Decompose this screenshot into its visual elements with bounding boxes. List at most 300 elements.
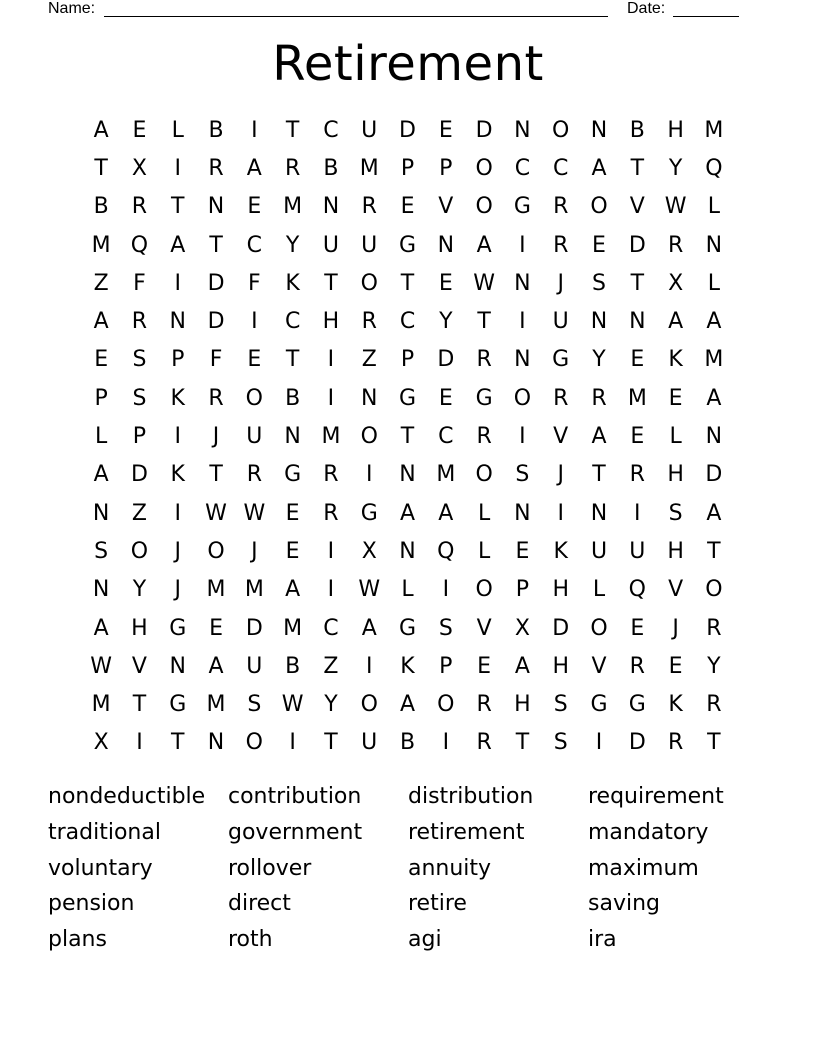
grid-letter: J (672, 615, 679, 641)
grid-letter: N (360, 385, 378, 411)
grid-letter: E (132, 117, 147, 143)
grid-letter: K (170, 462, 185, 488)
grid-letter: P (439, 653, 453, 679)
grid-letter: B (208, 117, 224, 143)
grid-letter: N (399, 462, 416, 488)
grid-letter: K (285, 270, 300, 296)
grid-letter: W (243, 500, 266, 526)
grid-letter: V (591, 653, 607, 679)
grid-letter: G (284, 462, 302, 488)
grid-letter: U (361, 232, 378, 258)
grid-letter: T (630, 155, 645, 181)
grid-letter: W (281, 692, 304, 718)
grid-letter: T (285, 117, 300, 143)
grid-letter: P (400, 155, 415, 181)
letter-grid (82, 111, 732, 766)
grid-letter: P (94, 385, 108, 411)
grid-letter: L (401, 577, 414, 603)
grid-letter: E (438, 270, 453, 296)
word-list-item: agi (408, 927, 442, 953)
grid-letter: K (170, 385, 185, 411)
grid-letter: D (552, 615, 570, 641)
grid-letter: N (207, 730, 225, 756)
grid-letter: M (627, 385, 647, 411)
grid-letter: E (247, 194, 262, 220)
name-label: Name: (48, 0, 96, 17)
grid-letter: U (361, 730, 378, 756)
grid-letter: E (438, 385, 453, 411)
grid-letter: O (475, 577, 493, 603)
grid-letter: V (131, 653, 147, 679)
grid-letter: I (634, 500, 641, 526)
grid-letter: U (590, 538, 608, 564)
grid-letter: B (285, 385, 301, 411)
grid-letter: M (321, 424, 341, 450)
grid-letter: E (668, 653, 683, 679)
grid-letter: K (553, 538, 568, 564)
grid-letter: S (515, 462, 530, 488)
grid-letter: R (476, 730, 492, 756)
grid-letter: O (360, 424, 378, 450)
grid-letter: R (706, 615, 722, 641)
grid-letter: T (400, 270, 415, 296)
grid-letter: U (552, 309, 569, 335)
grid-letter: R (246, 462, 262, 488)
grid-letter: L (95, 424, 108, 450)
grid-letter: M (244, 577, 264, 603)
grid-letter: N (207, 194, 225, 220)
grid-letter: M (206, 577, 226, 603)
grid-letter: A (399, 692, 416, 718)
grid-letter: O (360, 270, 378, 296)
word-list-item: traditional (48, 820, 161, 846)
grid-letter: H (131, 615, 148, 641)
grid-letter: A (438, 500, 454, 526)
grid-letter: R (476, 692, 492, 718)
grid-letter: E (668, 385, 683, 411)
grid-letter: P (132, 424, 147, 450)
grid-letter: W (90, 653, 113, 679)
grid-letter: V (629, 194, 645, 220)
grid-letter: D (399, 117, 416, 143)
grid-letter: D (207, 270, 225, 296)
grid-letter: P (439, 155, 453, 181)
grid-letter: A (93, 309, 109, 335)
grid-letter: R (476, 347, 492, 373)
grid-letter: U (629, 538, 646, 564)
grid-letter: N (590, 500, 608, 526)
grid-letter: I (327, 577, 335, 603)
grid-letter: D (628, 232, 646, 258)
grid-letter: I (442, 730, 450, 756)
grid-letter: Z (361, 347, 377, 373)
grid-letter: A (208, 653, 224, 679)
grid-letter: L (707, 194, 721, 220)
grid-letter: F (209, 347, 223, 373)
grid-letter: N (590, 117, 608, 143)
grid-letter: C (399, 309, 416, 335)
grid-letter: H (667, 462, 684, 488)
grid-letter: B (285, 653, 301, 679)
date-label: Date: (627, 0, 666, 17)
grid-letter: M (359, 155, 379, 181)
grid-letter: R (323, 500, 339, 526)
grid-letter: H (514, 692, 531, 718)
grid-letter: U (246, 424, 263, 450)
grid-letter: Y (592, 347, 606, 373)
grid-letter: M (283, 615, 303, 641)
grid-letter: I (365, 462, 373, 488)
name-blank-line (104, 16, 608, 17)
grid-letter: I (136, 730, 143, 756)
grid-letter: R (361, 309, 377, 335)
grid-letter: H (667, 538, 684, 564)
grid-letter: I (519, 424, 526, 450)
grid-letter: M (283, 194, 303, 220)
grid-letter: R (629, 462, 645, 488)
grid-letter: S (553, 730, 568, 756)
grid-letter: T (209, 232, 223, 258)
grid-letter: A (706, 385, 722, 411)
grid-letter: I (289, 730, 296, 756)
grid-letter: A (93, 462, 109, 488)
grid-letter: Z (323, 653, 339, 679)
grid-letter: I (174, 500, 181, 526)
grid-letter: R (208, 155, 224, 181)
grid-letter: S (94, 538, 109, 564)
grid-letter: O (552, 117, 570, 143)
grid-letter: G (360, 500, 378, 526)
grid-letter: B (323, 155, 339, 181)
grid-letter: M (91, 232, 111, 258)
grid-letter: O (705, 577, 723, 603)
grid-letter: E (209, 615, 223, 641)
grid-letter: I (327, 385, 335, 411)
grid-letter: G (169, 692, 187, 718)
grid-letter: U (322, 232, 339, 258)
grid-letter: T (324, 270, 338, 296)
grid-letter: N (514, 270, 531, 296)
grid-letter: X (93, 730, 109, 756)
grid-letter: N (514, 117, 531, 143)
grid-letter: D (628, 730, 646, 756)
grid-letter: C (323, 117, 339, 143)
grid-letter: C (438, 424, 454, 450)
grid-letter: S (247, 692, 262, 718)
grid-letter: J (174, 538, 181, 564)
grid-letter: W (205, 500, 227, 526)
grid-letter: I (327, 538, 335, 564)
grid-letter: D (437, 347, 455, 373)
grid-letter: O (130, 538, 149, 564)
grid-letter: N (284, 424, 301, 450)
grid-letter: O (475, 462, 493, 488)
grid-letter: S (668, 500, 683, 526)
word-list-item: contribution (228, 784, 362, 810)
grid-letter: J (212, 424, 220, 450)
grid-letter: Y (439, 309, 453, 335)
grid-letter: E (285, 538, 300, 564)
grid-letter: R (667, 232, 684, 258)
grid-letter: T (324, 730, 338, 756)
grid-letter: A (706, 500, 722, 526)
grid-letter: R (361, 194, 377, 220)
grid-letter: R (208, 385, 224, 411)
grid-letter: X (361, 538, 377, 564)
grid-letter: B (399, 730, 416, 756)
grid-letter: N (514, 347, 531, 373)
grid-letter: E (438, 117, 453, 143)
grid-letter: Q (437, 538, 455, 564)
grid-letter: I (174, 424, 181, 450)
grid-letter: D (705, 462, 723, 488)
grid-letter: J (557, 270, 564, 296)
grid-letter: L (171, 117, 184, 143)
grid-letter: A (668, 309, 684, 335)
word-list-item: nondeductible (48, 784, 206, 810)
grid-letter: N (629, 309, 646, 335)
grid-letter: R (476, 424, 492, 450)
grid-letter: K (668, 347, 683, 373)
grid-letter: A (93, 615, 109, 641)
grid-letter: R (553, 194, 569, 220)
grid-letter: E (630, 424, 645, 450)
grid-letter: L (669, 424, 682, 450)
grid-letter: R (667, 730, 684, 756)
grid-letter: O (360, 692, 378, 718)
grid-letter: M (91, 692, 111, 718)
grid-letter: D (245, 615, 263, 641)
grid-letter: V (476, 615, 492, 641)
grid-letter: R (706, 692, 722, 718)
word-list-item: voluntary (48, 855, 153, 881)
grid-letter: N (169, 309, 186, 335)
grid-letter: Q (628, 577, 646, 603)
grid-letter: A (706, 309, 722, 335)
grid-letter: X (514, 615, 530, 641)
grid-letter: S (553, 692, 568, 718)
grid-letter: H (552, 653, 569, 679)
grid-letter: O (207, 538, 225, 564)
grid-letter: H (322, 309, 340, 335)
grid-letter: N (705, 424, 723, 450)
grid-letter: T (477, 309, 491, 335)
grid-letter: Y (132, 577, 147, 603)
grid-letter: J (557, 462, 564, 488)
date-blank-line (673, 16, 739, 17)
word-list-item: plans (48, 927, 107, 953)
grid-letter: D (475, 117, 493, 143)
grid-letter: K (668, 692, 683, 718)
grid-letter: G (475, 385, 493, 411)
grid-letter: T (630, 270, 645, 296)
grid-letter: H (552, 577, 569, 603)
grid-letter: N (705, 232, 723, 258)
grid-letter: C (553, 155, 569, 181)
grid-letter: O (590, 615, 608, 641)
grid-letter: P (171, 347, 185, 373)
grid-letter: E (477, 653, 492, 679)
word-list-item: retirement (408, 820, 525, 846)
grid-letter: K (400, 653, 415, 679)
word-list-item: ira (588, 927, 617, 953)
grid-letter: T (285, 347, 300, 373)
word-list-item: maximum (588, 855, 699, 881)
word-list-item: rollover (228, 855, 312, 881)
grid-letter: G (169, 615, 187, 641)
grid-letter: G (398, 232, 417, 258)
grid-letter: O (437, 692, 455, 718)
grid-letter: E (515, 538, 530, 564)
grid-letter: S (132, 347, 147, 373)
grid-letter: V (438, 194, 454, 220)
grid-letter: E (630, 615, 645, 641)
grid-letter: X (668, 270, 684, 296)
grid-letter: T (94, 155, 108, 181)
word-list-item: roth (228, 927, 273, 953)
grid-letter: V (553, 424, 569, 450)
grid-letter: A (591, 424, 607, 450)
grid-letter: T (515, 730, 530, 756)
grid-letter: F (248, 270, 261, 296)
grid-letter: V (668, 577, 684, 603)
word-list-item: requirement (588, 784, 724, 810)
grid-letter: M (704, 117, 724, 143)
grid-letter: I (519, 232, 526, 258)
grid-letter: Z (131, 500, 147, 526)
grid-letter: R (591, 385, 607, 411)
grid-letter: C (323, 615, 339, 641)
grid-letter: W (664, 194, 687, 220)
grid-letter: L (707, 270, 721, 296)
grid-letter: N (322, 194, 340, 220)
grid-letter: T (707, 730, 721, 756)
word-list-item: pension (48, 891, 135, 917)
grid-letter: U (361, 117, 378, 143)
grid-letter: T (171, 730, 185, 756)
grid-letter: N (169, 653, 186, 679)
grid-letter: T (209, 462, 223, 488)
grid-letter: M (436, 462, 456, 488)
grid-letter: N (590, 309, 608, 335)
grid-letter: O (475, 155, 493, 181)
grid-letter: Q (130, 232, 149, 258)
grid-letter: H (667, 117, 684, 143)
grid-letter: N (514, 500, 531, 526)
grid-letter: G (398, 615, 417, 641)
grid-letter: I (595, 730, 603, 756)
grid-letter: I (557, 500, 564, 526)
grid-letter: O (475, 194, 493, 220)
grid-letter: L (592, 577, 606, 603)
word-list (48, 779, 768, 957)
grid-letter: G (513, 194, 531, 220)
page-title: Retirement (272, 36, 544, 92)
grid-letter: A (170, 232, 186, 258)
grid-letter: R (553, 385, 569, 411)
word-list-item: direct (228, 891, 291, 917)
grid-letter: A (591, 155, 607, 181)
grid-letter: I (174, 155, 181, 181)
grid-letter: E (400, 194, 415, 220)
grid-letter: I (442, 577, 450, 603)
grid-letter: Y (324, 692, 338, 718)
header (48, 0, 748, 20)
grid-letter: N (399, 538, 416, 564)
grid-letter: O (590, 194, 608, 220)
grid-letter: L (477, 500, 491, 526)
grid-letter: B (629, 117, 645, 143)
grid-letter: M (704, 347, 724, 373)
grid-letter: O (245, 730, 263, 756)
grid-letter: D (130, 462, 148, 488)
grid-letter: R (284, 155, 301, 181)
grid-letter: S (132, 385, 147, 411)
grid-letter: I (251, 309, 258, 335)
grid-letter: C (514, 155, 531, 181)
grid-letter: R (131, 309, 148, 335)
grid-letter: S (438, 615, 453, 641)
grid-letter: T (132, 692, 147, 718)
grid-letter: R (629, 653, 645, 679)
grid-letter: R (323, 462, 339, 488)
grid-letter: E (285, 500, 300, 526)
grid-letter: B (93, 194, 109, 220)
grid-letter: T (592, 462, 606, 488)
grid-letter: U (246, 653, 263, 679)
grid-letter: E (247, 347, 262, 373)
word-list-item: saving (588, 891, 660, 917)
grid-letter: A (246, 155, 262, 181)
grid-letter: C (284, 309, 301, 335)
grid-letter: T (707, 538, 721, 564)
grid-letter: Y (285, 232, 300, 258)
word-list-item: retire (408, 891, 467, 917)
grid-letter: A (93, 117, 109, 143)
grid-letter: Y (707, 653, 721, 679)
word-list-item: mandatory (588, 820, 709, 846)
grid-letter: G (552, 347, 570, 373)
grid-letter: R (131, 194, 148, 220)
grid-letter: W (473, 270, 495, 296)
grid-letter: G (398, 385, 417, 411)
grid-letter: T (400, 424, 415, 450)
grid-letter: R (553, 232, 569, 258)
grid-letter: T (171, 194, 185, 220)
grid-letter: O (513, 385, 532, 411)
grid-letter: P (515, 577, 530, 603)
grid-letter: Z (93, 270, 109, 296)
grid-letter: N (437, 232, 455, 258)
grid-letter: A (361, 615, 377, 641)
grid-letter: E (630, 347, 645, 373)
grid-letter: J (251, 538, 258, 564)
grid-letter: E (592, 232, 606, 258)
grid-letter: I (327, 347, 335, 373)
grid-letter: W (358, 577, 381, 603)
grid-letter: G (590, 692, 608, 718)
grid-letter: N (92, 577, 110, 603)
word-list-item: distribution (408, 784, 534, 810)
grid-letter: I (174, 270, 181, 296)
grid-letter: A (285, 577, 301, 603)
grid-letter: S (592, 270, 606, 296)
grid-letter: I (251, 117, 258, 143)
grid-letter: Q (705, 155, 723, 181)
grid-letter: I (365, 653, 373, 679)
grid-letter: Y (668, 155, 683, 181)
grid-letter: X (131, 155, 147, 181)
